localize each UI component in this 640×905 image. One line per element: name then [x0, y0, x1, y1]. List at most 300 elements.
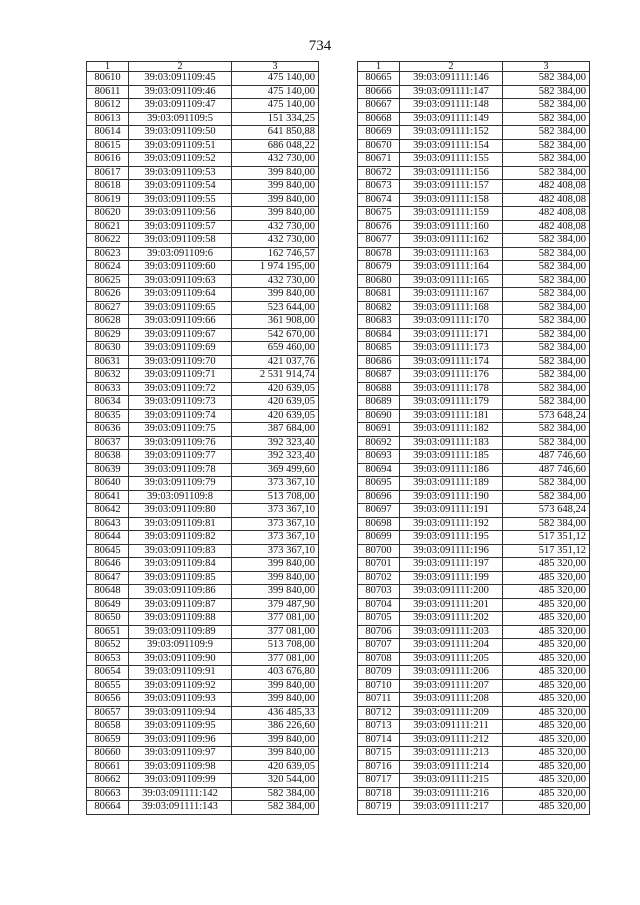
table-row	[358, 774, 590, 788]
cadastral-value: 582 384,00	[503, 369, 590, 383]
cadastral-number: 39:03:091111:149	[400, 112, 503, 126]
cadastral-number: 39:03:091109:56	[129, 207, 232, 221]
row-number: 80637	[87, 436, 129, 450]
cadastral-value: 432 730,00	[232, 234, 319, 248]
table-row	[87, 652, 319, 666]
row-number: 80704	[358, 598, 400, 612]
table-row	[358, 355, 590, 369]
cadastral-number: 39:03:091109:95	[129, 720, 232, 734]
table-row	[358, 369, 590, 383]
cadastral-value: 485 320,00	[503, 666, 590, 680]
row-number: 80656	[87, 693, 129, 707]
row-number: 80657	[87, 706, 129, 720]
cadastral-number: 39:03:091109:96	[129, 733, 232, 747]
row-number: 80620	[87, 207, 129, 221]
cadastral-value: 513 708,00	[232, 639, 319, 653]
table-row	[87, 369, 319, 383]
row-number: 80614	[87, 126, 129, 140]
row-number: 80617	[87, 166, 129, 180]
row-number: 80673	[358, 180, 400, 194]
row-number: 80625	[87, 274, 129, 288]
table-row	[358, 99, 590, 113]
cadastral-value: 582 384,00	[503, 490, 590, 504]
cadastral-number: 39:03:091109:54	[129, 180, 232, 194]
row-number: 80615	[87, 139, 129, 153]
cadastral-number: 39:03:091111:178	[400, 382, 503, 396]
cadastral-value: 582 384,00	[503, 99, 590, 113]
table-row	[358, 126, 590, 140]
row-number: 80680	[358, 274, 400, 288]
table-row	[87, 166, 319, 180]
cadastral-value: 582 384,00	[503, 355, 590, 369]
cadastral-value: 485 320,00	[503, 585, 590, 599]
cadastral-number: 39:03:091111:143	[129, 801, 232, 815]
row-number: 80624	[87, 261, 129, 275]
row-number: 80653	[87, 652, 129, 666]
row-number: 80717	[358, 774, 400, 788]
cadastral-value: 513 708,00	[232, 490, 319, 504]
table-row	[358, 234, 590, 248]
row-number: 80696	[358, 490, 400, 504]
table-row	[358, 706, 590, 720]
cadastral-value: 582 384,00	[503, 139, 590, 153]
row-number: 80684	[358, 328, 400, 342]
cadastral-number: 39:03:091111:167	[400, 288, 503, 302]
cadastral-value: 432 730,00	[232, 274, 319, 288]
row-number: 80698	[358, 517, 400, 531]
table-row	[358, 220, 590, 234]
cadastral-value: 432 730,00	[232, 220, 319, 234]
row-number: 80678	[358, 247, 400, 261]
cadastral-value: 582 384,00	[503, 274, 590, 288]
cadastral-number: 39:03:091111:158	[400, 193, 503, 207]
cadastral-number: 39:03:091109:82	[129, 531, 232, 545]
cadastral-number: 39:03:091111:168	[400, 301, 503, 315]
row-number: 80665	[358, 72, 400, 86]
table-row	[87, 99, 319, 113]
table-row	[87, 355, 319, 369]
cadastral-value: 542 670,00	[232, 328, 319, 342]
table-row	[87, 436, 319, 450]
cadastral-value: 403 676,80	[232, 666, 319, 680]
cadastral-value: 582 384,00	[503, 436, 590, 450]
column-header-3: 3	[503, 62, 590, 72]
row-number: 80672	[358, 166, 400, 180]
table-row	[87, 801, 319, 815]
cadastral-value: 485 320,00	[503, 625, 590, 639]
cadastral-number: 39:03:091109:5	[129, 112, 232, 126]
row-number: 80651	[87, 625, 129, 639]
cadastral-number: 39:03:091111:148	[400, 99, 503, 113]
cadastral-value: 582 384,00	[503, 517, 590, 531]
cadastral-number: 39:03:091111:185	[400, 450, 503, 464]
cadastral-number: 39:03:091111:217	[400, 801, 503, 815]
cadastral-number: 39:03:091109:86	[129, 585, 232, 599]
table-row	[87, 382, 319, 396]
cadastral-number: 39:03:091109:60	[129, 261, 232, 275]
cadastral-number: 39:03:091111:192	[400, 517, 503, 531]
row-number: 80692	[358, 436, 400, 450]
table-row	[87, 693, 319, 707]
row-number: 80659	[87, 733, 129, 747]
cadastral-number: 39:03:091111:179	[400, 396, 503, 410]
cadastral-number: 39:03:091109:67	[129, 328, 232, 342]
row-number: 80612	[87, 99, 129, 113]
cadastral-value: 485 320,00	[503, 652, 590, 666]
cadastral-value: 377 081,00	[232, 612, 319, 626]
cadastral-value: 482 408,08	[503, 220, 590, 234]
cadastral-value: 420 639,05	[232, 409, 319, 423]
column-header-2: 2	[400, 62, 503, 72]
cadastral-number: 39:03:091109:89	[129, 625, 232, 639]
row-number: 80716	[358, 760, 400, 774]
table-row	[358, 544, 590, 558]
cadastral-number: 39:03:091109:8	[129, 490, 232, 504]
cadastral-number: 39:03:091111:214	[400, 760, 503, 774]
table-row	[87, 706, 319, 720]
table-row	[358, 112, 590, 126]
table-row	[358, 463, 590, 477]
row-number: 80707	[358, 639, 400, 653]
table-row	[87, 720, 319, 734]
cadastral-value: 582 384,00	[503, 342, 590, 356]
table-row	[87, 288, 319, 302]
row-number: 80661	[87, 760, 129, 774]
cadastral-number: 39:03:091109:77	[129, 450, 232, 464]
row-number: 80641	[87, 490, 129, 504]
cadastral-number: 39:03:091109:50	[129, 126, 232, 140]
cadastral-number: 39:03:091109:53	[129, 166, 232, 180]
row-number: 80622	[87, 234, 129, 248]
cadastral-number: 39:03:091111:213	[400, 747, 503, 761]
row-number: 80667	[358, 99, 400, 113]
table-row	[358, 639, 590, 653]
cadastral-number: 39:03:091111:165	[400, 274, 503, 288]
cadastral-value: 392 323,40	[232, 450, 319, 464]
cadastral-value: 399 840,00	[232, 288, 319, 302]
cadastral-value: 369 499,60	[232, 463, 319, 477]
table-row	[358, 517, 590, 531]
row-number: 80709	[358, 666, 400, 680]
cadastral-value: 162 746,57	[232, 247, 319, 261]
cadastral-value: 482 408,08	[503, 193, 590, 207]
cadastral-value: 399 840,00	[232, 180, 319, 194]
cadastral-number: 39:03:091111:202	[400, 612, 503, 626]
table-row	[87, 625, 319, 639]
row-number: 80711	[358, 693, 400, 707]
table-row	[87, 504, 319, 518]
cadastral-number: 39:03:091111:154	[400, 139, 503, 153]
table-row	[87, 234, 319, 248]
cadastral-value: 582 384,00	[503, 423, 590, 437]
cadastral-number: 39:03:091111:204	[400, 639, 503, 653]
table-row	[358, 396, 590, 410]
cadastral-value: 485 320,00	[503, 733, 590, 747]
table-row	[358, 787, 590, 801]
table-row	[87, 207, 319, 221]
cadastral-number: 39:03:091111:212	[400, 733, 503, 747]
cadastral-value: 517 351,12	[503, 531, 590, 545]
row-number: 80676	[358, 220, 400, 234]
table-row	[87, 180, 319, 194]
row-number: 80708	[358, 652, 400, 666]
row-number: 80694	[358, 463, 400, 477]
row-number: 80702	[358, 571, 400, 585]
cadastral-number: 39:03:091111:207	[400, 679, 503, 693]
cadastral-value: 523 644,00	[232, 301, 319, 315]
cadastral-value: 373 367,10	[232, 477, 319, 491]
cadastral-value: 582 384,00	[503, 247, 590, 261]
table-row	[358, 625, 590, 639]
cadastral-number: 39:03:091109:94	[129, 706, 232, 720]
cadastral-number: 39:03:091111:191	[400, 504, 503, 518]
row-number: 80670	[358, 139, 400, 153]
cadastral-number: 39:03:091111:203	[400, 625, 503, 639]
table-row	[87, 787, 319, 801]
table-row	[87, 328, 319, 342]
row-number: 80645	[87, 544, 129, 558]
cadastral-value: 420 639,05	[232, 382, 319, 396]
table-row	[358, 342, 590, 356]
cadastral-value: 2 531 914,74	[232, 369, 319, 383]
cadastral-number: 39:03:091109:99	[129, 774, 232, 788]
right-table-body	[358, 72, 590, 815]
cadastral-value: 582 384,00	[503, 85, 590, 99]
table-row	[358, 733, 590, 747]
cadastral-value: 421 037,76	[232, 355, 319, 369]
table-row	[358, 747, 590, 761]
column-header-1: 1	[358, 62, 400, 72]
table-row	[358, 598, 590, 612]
table-row	[87, 153, 319, 167]
page-number: 734	[308, 38, 332, 54]
cadastral-value: 573 648,24	[503, 409, 590, 423]
row-number: 80690	[358, 409, 400, 423]
cadastral-value: 420 639,05	[232, 760, 319, 774]
cadastral-value: 573 648,24	[503, 504, 590, 518]
cadastral-number: 39:03:091111:199	[400, 571, 503, 585]
cadastral-value: 373 367,10	[232, 531, 319, 545]
cadastral-value: 485 320,00	[503, 612, 590, 626]
cadastral-number: 39:03:091111:162	[400, 234, 503, 248]
row-number: 80706	[358, 625, 400, 639]
row-number: 80634	[87, 396, 129, 410]
cadastral-value: 399 840,00	[232, 679, 319, 693]
table-row	[87, 531, 319, 545]
table-row	[358, 409, 590, 423]
table-row	[87, 193, 319, 207]
cadastral-value: 399 840,00	[232, 733, 319, 747]
cadastral-value: 399 840,00	[232, 166, 319, 180]
table-row	[87, 760, 319, 774]
cadastral-value: 485 320,00	[503, 706, 590, 720]
cadastral-number: 39:03:091109:91	[129, 666, 232, 680]
row-number: 80642	[87, 504, 129, 518]
cadastral-value: 485 320,00	[503, 598, 590, 612]
table-row	[358, 180, 590, 194]
row-number: 80640	[87, 477, 129, 491]
cadastral-number: 39:03:091111:190	[400, 490, 503, 504]
cadastral-number: 39:03:091111:152	[400, 126, 503, 140]
cadastral-value: 582 384,00	[503, 477, 590, 491]
table-row	[358, 85, 590, 99]
column-header-2: 2	[129, 62, 232, 72]
table-row	[87, 220, 319, 234]
cadastral-number: 39:03:091111:201	[400, 598, 503, 612]
cadastral-value: 659 460,00	[232, 342, 319, 356]
cadastral-value: 485 320,00	[503, 747, 590, 761]
cadastral-value: 582 384,00	[503, 234, 590, 248]
column-header-3: 3	[232, 62, 319, 72]
table-row	[358, 612, 590, 626]
cadastral-number: 39:03:091111:215	[400, 774, 503, 788]
cadastral-value: 517 351,12	[503, 544, 590, 558]
cadastral-value: 432 730,00	[232, 153, 319, 167]
cadastral-number: 39:03:091109:84	[129, 558, 232, 572]
row-number: 80635	[87, 409, 129, 423]
cadastral-value: 399 840,00	[232, 747, 319, 761]
cadastral-value: 582 384,00	[503, 396, 590, 410]
cadastral-number: 39:03:091111:182	[400, 423, 503, 437]
cadastral-number: 39:03:091109:79	[129, 477, 232, 491]
cadastral-number: 39:03:091109:72	[129, 382, 232, 396]
cadastral-number: 39:03:091109:90	[129, 652, 232, 666]
cadastral-number: 39:03:091111:200	[400, 585, 503, 599]
table-row	[87, 126, 319, 140]
cadastral-value: 436 485,33	[232, 706, 319, 720]
cadastral-value: 582 384,00	[503, 72, 590, 86]
table-row	[358, 301, 590, 315]
row-number: 80649	[87, 598, 129, 612]
row-number: 80632	[87, 369, 129, 383]
cadastral-number: 39:03:091111:195	[400, 531, 503, 545]
row-number: 80662	[87, 774, 129, 788]
row-number: 80687	[358, 369, 400, 383]
row-number: 80683	[358, 315, 400, 329]
cadastral-number: 39:03:091109:75	[129, 423, 232, 437]
cadastral-value: 485 320,00	[503, 801, 590, 815]
table-row	[358, 247, 590, 261]
cadastral-number: 39:03:091111:209	[400, 706, 503, 720]
cadastral-number: 39:03:091111:157	[400, 180, 503, 194]
cadastral-value: 475 140,00	[232, 72, 319, 86]
table-row	[358, 531, 590, 545]
table-row	[358, 261, 590, 275]
cadastral-number: 39:03:091111:160	[400, 220, 503, 234]
cadastral-value: 475 140,00	[232, 85, 319, 99]
table-row	[87, 274, 319, 288]
cadastral-value: 487 746,60	[503, 450, 590, 464]
table-row	[358, 153, 590, 167]
table-row	[87, 490, 319, 504]
cadastral-number: 39:03:091111:156	[400, 166, 503, 180]
row-number: 80646	[87, 558, 129, 572]
cadastral-number: 39:03:091111:176	[400, 369, 503, 383]
row-number: 80647	[87, 571, 129, 585]
cadastral-value: 361 908,00	[232, 315, 319, 329]
table-row	[358, 436, 590, 450]
table-row	[87, 598, 319, 612]
table-row	[87, 571, 319, 585]
cadastral-number: 39:03:091109:58	[129, 234, 232, 248]
row-number: 80644	[87, 531, 129, 545]
row-number: 80618	[87, 180, 129, 194]
table-row	[358, 72, 590, 86]
cadastral-number: 39:03:091111:163	[400, 247, 503, 261]
cadastral-value: 641 850,88	[232, 126, 319, 140]
table-row	[358, 477, 590, 491]
cadastral-value: 399 840,00	[232, 571, 319, 585]
table-row	[87, 85, 319, 99]
table-row	[358, 288, 590, 302]
cadastral-number: 39:03:091111:159	[400, 207, 503, 221]
cadastral-number: 39:03:091111:146	[400, 72, 503, 86]
cadastral-value: 379 487,90	[232, 598, 319, 612]
table-row	[358, 652, 590, 666]
cadastral-number: 39:03:091111:170	[400, 315, 503, 329]
cadastral-number: 39:03:091111:186	[400, 463, 503, 477]
row-number: 80710	[358, 679, 400, 693]
row-number: 80654	[87, 666, 129, 680]
row-number: 80619	[87, 193, 129, 207]
table-row	[87, 396, 319, 410]
cadastral-number: 39:03:091109:9	[129, 639, 232, 653]
table-row	[87, 72, 319, 86]
cadastral-number: 39:03:091111:216	[400, 787, 503, 801]
table-row	[87, 477, 319, 491]
table-row	[87, 747, 319, 761]
row-number: 80660	[87, 747, 129, 761]
cadastral-number: 39:03:091111:196	[400, 544, 503, 558]
row-number: 80674	[358, 193, 400, 207]
cadastral-number: 39:03:091109:83	[129, 544, 232, 558]
right-cadastral-table	[357, 61, 590, 815]
row-number: 80655	[87, 679, 129, 693]
table-row	[358, 382, 590, 396]
cadastral-number: 39:03:091109:78	[129, 463, 232, 477]
cadastral-number: 39:03:091109:92	[129, 679, 232, 693]
cadastral-number: 39:03:091109:57	[129, 220, 232, 234]
cadastral-number: 39:03:091111:164	[400, 261, 503, 275]
row-number: 80695	[358, 477, 400, 491]
table-row	[87, 315, 319, 329]
table-row	[87, 679, 319, 693]
cadastral-number: 39:03:091111:211	[400, 720, 503, 734]
cadastral-number: 39:03:091109:64	[129, 288, 232, 302]
row-number: 80621	[87, 220, 129, 234]
column-header-1: 1	[87, 62, 129, 72]
table-row	[358, 571, 590, 585]
cadastral-number: 39:03:091109:71	[129, 369, 232, 383]
cadastral-value: 582 384,00	[503, 301, 590, 315]
left-cadastral-table	[86, 61, 319, 815]
cadastral-value: 485 320,00	[503, 760, 590, 774]
table-row	[87, 612, 319, 626]
table-row	[87, 666, 319, 680]
cadastral-number: 39:03:091109:51	[129, 139, 232, 153]
cadastral-value: 386 226,60	[232, 720, 319, 734]
cadastral-value: 482 408,08	[503, 180, 590, 194]
table-row	[358, 666, 590, 680]
table-row	[358, 585, 590, 599]
row-number: 80638	[87, 450, 129, 464]
table-row	[87, 342, 319, 356]
row-number: 80648	[87, 585, 129, 599]
cadastral-number: 39:03:091109:88	[129, 612, 232, 626]
row-number: 80703	[358, 585, 400, 599]
cadastral-value: 399 840,00	[232, 558, 319, 572]
cadastral-value: 373 367,10	[232, 504, 319, 518]
